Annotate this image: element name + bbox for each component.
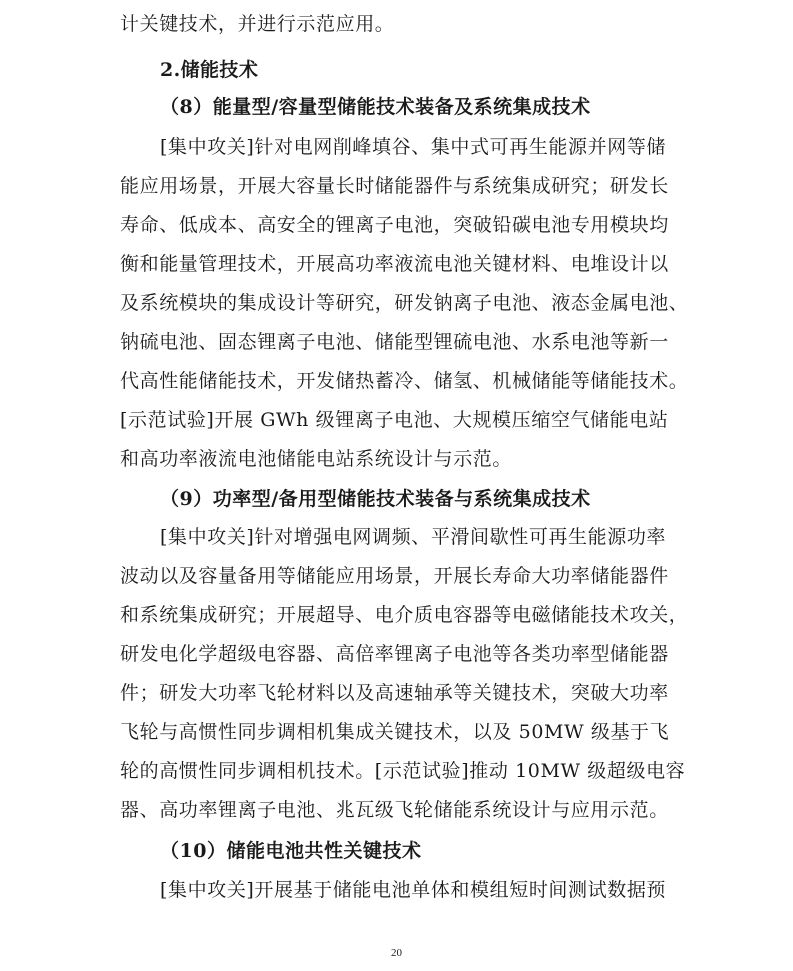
- text-line: 轮的高惯性同步调相机技术。[示范试验]推动 10MW 级超级电容: [120, 760, 686, 782]
- text-line: 衡和能量管理技术，开展高功率液流电池关键材料、电堆设计以: [120, 253, 669, 275]
- text-line: 和高功率液流电池储能电站系统设计与示范。: [120, 448, 513, 470]
- section-heading: 2.储能技术: [160, 59, 259, 81]
- text-line: 计关键技术，并进行示范应用。: [120, 13, 395, 35]
- text-line: [集中攻关]针对增强电网调频、平滑间歇性可再生能源功率: [160, 526, 667, 548]
- subsection-heading: （9）功率型/备用型储能技术装备与系统集成技术: [160, 488, 591, 510]
- text-line: [示范试验]开展 GWh 级锂离子电池、大规模压缩空气储能电站: [120, 409, 669, 431]
- subsection-heading: （8）能量型/容量型储能技术装备及系统集成技术: [160, 96, 591, 118]
- text-line: 飞轮与高惯性同步调相机集成关键技术，以及 50MW 级基于飞: [120, 721, 670, 743]
- text-line: [集中攻关]针对电网削峰填谷、集中式可再生能源并网等储: [160, 136, 667, 158]
- page-number: 20: [391, 947, 402, 959]
- text-line: 件；研发大功率飞轮材料以及高速轴承等关键技术，突破大功率: [120, 682, 669, 704]
- text-line: 和系统集成研究；开展超导、电介质电容器等电磁储能技术攻关，: [120, 604, 689, 626]
- text-line: 研发电化学超级电容器、高倍率锂离子电池等各类功率型储能器: [120, 643, 669, 665]
- text-line: 能应用场景，开展大容量长时储能器件与系统集成研究；研发长: [120, 175, 669, 197]
- text-line: 代高性能储能技术，开发储热蓄冷、储氢、机械储能等储能技术。: [120, 370, 689, 392]
- text-line: 寿命、低成本、高安全的锂离子电池，突破铅碳电池专用模块均: [120, 214, 669, 236]
- text-line: 器、高功率锂离子电池、兆瓦级飞轮储能系统设计与应用示范。: [120, 799, 669, 821]
- text-line: [集中攻关]开展基于储能电池单体和模组短时间测试数据预: [160, 879, 667, 901]
- text-line: 波动以及容量备用等储能应用场景，开展长寿命大功率储能器件: [120, 565, 669, 587]
- text-line: 及系统模块的集成设计等研究，研发钠离子电池、液态金属电池、: [120, 292, 689, 314]
- subsection-heading: （10）储能电池共性关键技术: [160, 840, 422, 862]
- text-line: 钠硫电池、固态锂离子电池、储能型锂硫电池、水系电池等新一: [120, 331, 669, 353]
